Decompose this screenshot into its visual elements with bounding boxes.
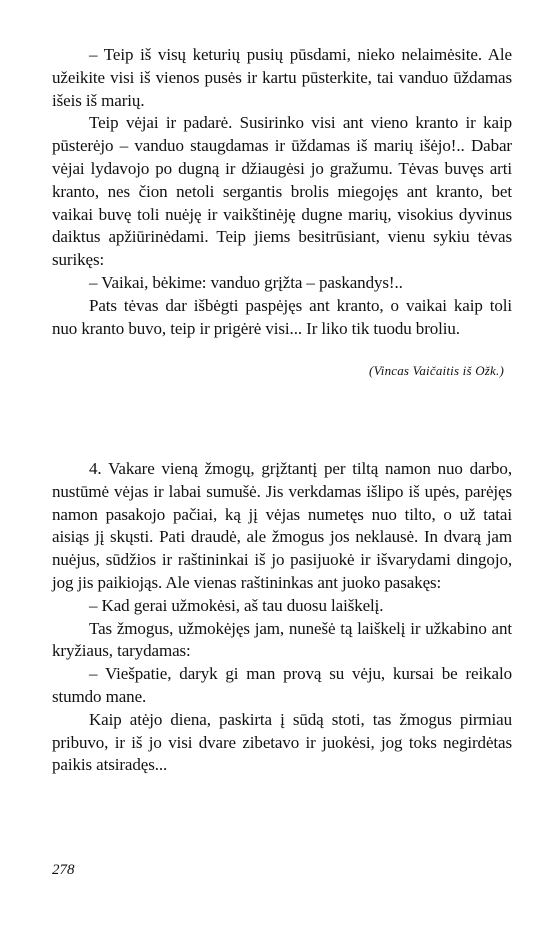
paragraph: 4. Vakare vieną žmogų, grįžtantį per tiltą namon nuo darbo, nustūmė vėjas ir labai sumušė. Jis verkdamas išlipo iš upės, parėjęs namon pasakojo pačiai, ką jį vėjas numetęs nuo tilto, o už tatai aisiąs jį skųsti. Pati draudė, ale žmogus jos neklausė. In dvarą jam nuėjus, sūdžios ir raštininkai iš jo pasijuokė ir išvarydami dingojo, jog jis paikiojąs. Ale vienas raštininkas ant juoko pasakęs: — [52, 459, 512, 592]
story-continuation — [52, 44, 512, 340]
paragraph: Teip vėjai ir padarė. Susirinko visi ant vieno kranto ir kaip pūsterėjo – vanduo staugdamas ir ūždamas iš marių išėjo!.. Dabar vėjai lydavojo po dugną ir džiaugėsi jo gražumu. Tėvas buvęs arti kranto, nes čion netoli sergantis brolis miegojęs ant kranto, bet vaikai buvę toli nuėję ir vaikštinėję dugne marių, visokius dyvinus daiktus apžiūrinėdami. Teip jiems besitrūsiant, vienu sykiu tėvas surikęs: — [52, 113, 512, 270]
paragraph: – Vaikai, bėkime: vanduo grįžta – paskandys!.. — [89, 272, 403, 292]
paragraph: Kaip atėjo diena, paskirta į sūdą stoti, tas žmogus pirmiau pribuvo, ir iš jo visi dvare zibetavo ir juokėsi, jog toks negirdėtas paikis atsiradęs... — [52, 709, 512, 775]
story-4 — [52, 458, 512, 777]
source-attribution: (Vincas Vaičaitis iš Ožk.) — [369, 363, 504, 378]
paragraph: – Viešpatie, daryk gi man provą su vėju, kursai be reikalo stumdo mane. — [52, 664, 512, 706]
paragraph: – Teip iš visų keturių pusių pūsdami, nieko nelaimėsite. Ale užeikite visi iš vienos pusės ir kartu pūsterkite, tai vanduo ūždamas išeis iš marių. — [52, 45, 512, 110]
paragraph: – Kad gerai užmokėsi, aš tau duosu laiškelį. — [89, 595, 384, 615]
page-number: 278 — [52, 862, 75, 878]
paragraph: Tas žmogus, užmokėjęs jam, nunešė tą laiškelį ir užkabino ant kryžiaus, tarydamas: — [52, 618, 512, 661]
paragraph: Pats tėvas dar išbėgti paspėjęs ant kranto, o vaikai kaip toli nuo kranto buvo, teip ir prigėrė visi... Ir liko tik tuodu broliu. — [52, 295, 512, 338]
